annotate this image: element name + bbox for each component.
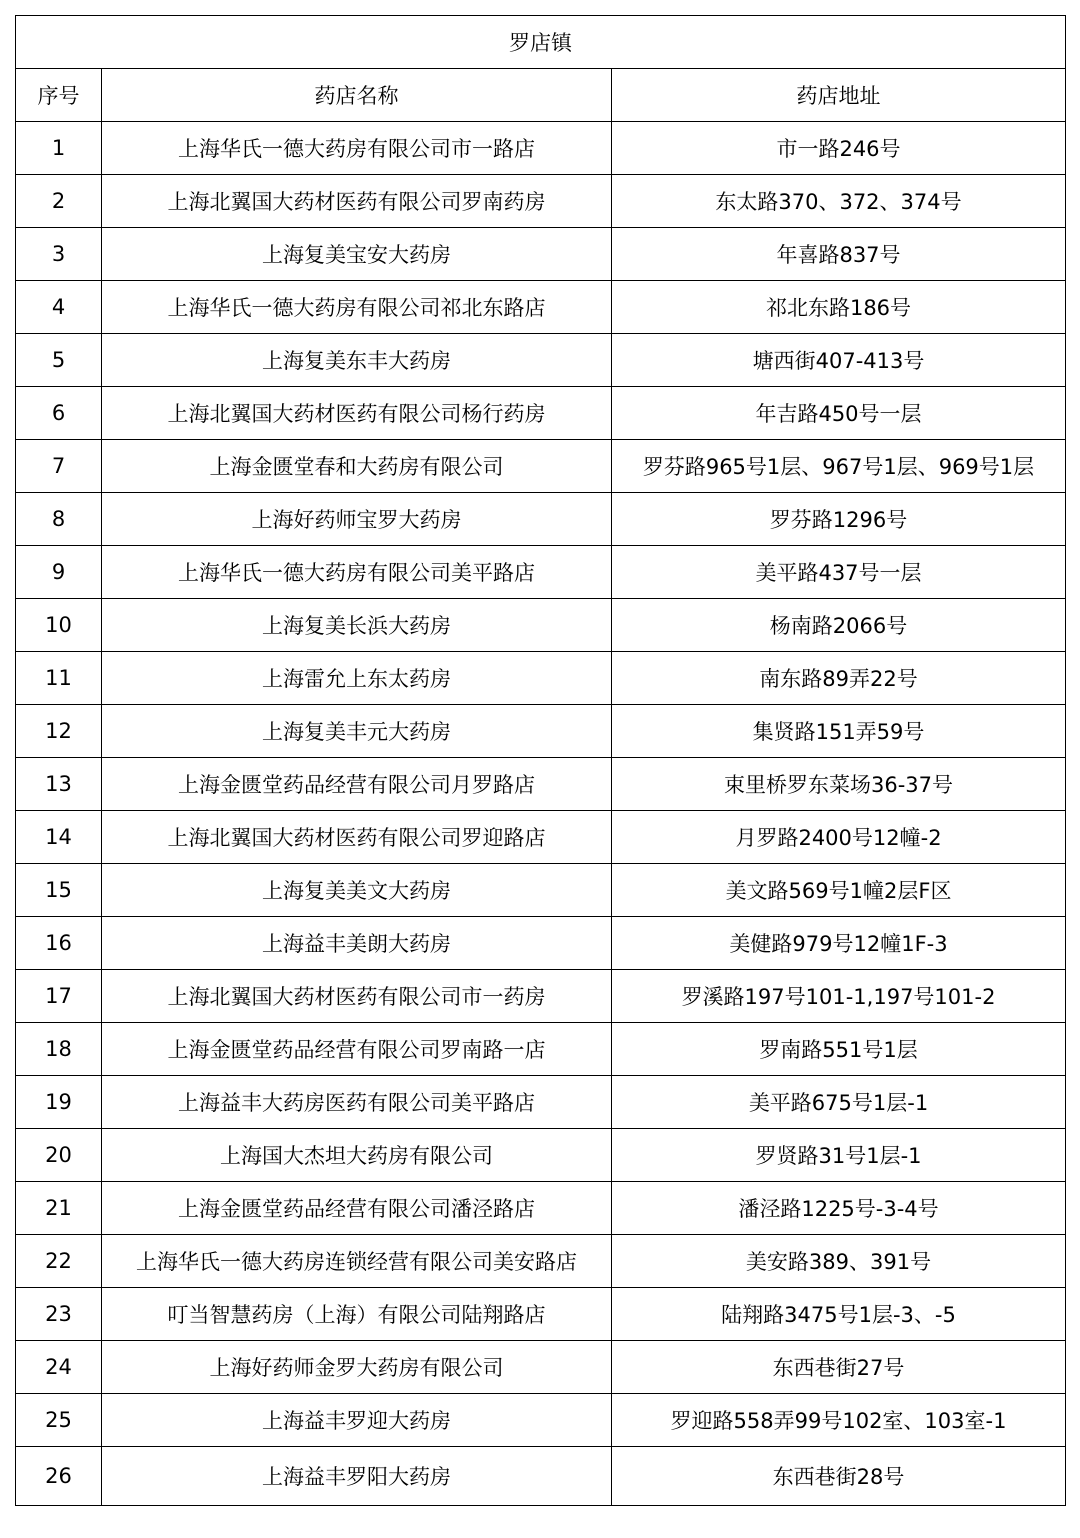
row-index: 14 <box>16 811 102 864</box>
pharmacy-name: 上海益丰大药房医药有限公司美平路店 <box>102 1076 612 1129</box>
table-row <box>16 1023 1066 1076</box>
row-index: 12 <box>16 705 102 758</box>
pharmacy-name: 上海北翼国大药材医药有限公司杨行药房 <box>102 387 612 440</box>
table-row <box>16 970 1066 1023</box>
pharmacy-name: 上海金匮堂药品经营有限公司月罗路店 <box>102 758 612 811</box>
pharmacy-name: 上海复美东丰大药房 <box>102 334 612 387</box>
pharmacy-address: 美健路979号12幢1F-3 <box>612 917 1066 970</box>
pharmacy-name: 上海华氏一德大药房连锁经营有限公司美安路店 <box>102 1235 612 1288</box>
pharmacy-address: 东太路370、372、374号 <box>612 175 1066 228</box>
pharmacy-address: 祁北东路186号 <box>612 281 1066 334</box>
pharmacy-name: 上海复美丰元大药房 <box>102 705 612 758</box>
row-index: 19 <box>16 1076 102 1129</box>
table-row <box>16 652 1066 705</box>
row-index: 23 <box>16 1288 102 1341</box>
table-body <box>16 122 1066 1506</box>
pharmacy-name: 上海北翼国大药材医药有限公司罗南药房 <box>102 175 612 228</box>
pharmacy-name: 上海金匮堂春和大药房有限公司 <box>102 440 612 493</box>
pharmacy-address: 东西巷街27号 <box>612 1341 1066 1394</box>
header-index: 序号 <box>16 69 102 122</box>
pharmacy-address: 罗芬路965号1层、967号1层、969号1层 <box>612 440 1066 493</box>
row-index: 9 <box>16 546 102 599</box>
pharmacy-address: 束里桥罗东菜场36-37号 <box>612 758 1066 811</box>
row-index: 10 <box>16 599 102 652</box>
row-index: 16 <box>16 917 102 970</box>
table-row <box>16 546 1066 599</box>
pharmacy-name: 上海好药师金罗大药房有限公司 <box>102 1341 612 1394</box>
table-title-row <box>16 16 1066 69</box>
pharmacy-address: 罗芬路1296号 <box>612 493 1066 546</box>
row-index: 4 <box>16 281 102 334</box>
table-row <box>16 1288 1066 1341</box>
row-index: 21 <box>16 1182 102 1235</box>
pharmacy-table <box>15 15 1066 1506</box>
table-row <box>16 228 1066 281</box>
pharmacy-address: 潘泾路1225号-3-4号 <box>612 1182 1066 1235</box>
pharmacy-address: 美文路569号1幢2层F区 <box>612 864 1066 917</box>
pharmacy-address: 年喜路837号 <box>612 228 1066 281</box>
pharmacy-name: 上海华氏一德大药房有限公司市一路店 <box>102 122 612 175</box>
pharmacy-name: 上海益丰美朗大药房 <box>102 917 612 970</box>
row-index: 15 <box>16 864 102 917</box>
pharmacy-address: 年吉路450号一层 <box>612 387 1066 440</box>
pharmacy-address: 美平路675号1层-1 <box>612 1076 1066 1129</box>
pharmacy-name: 上海金匮堂药品经营有限公司潘泾路店 <box>102 1182 612 1235</box>
pharmacy-address: 塘西街407-413号 <box>612 334 1066 387</box>
row-index: 13 <box>16 758 102 811</box>
pharmacy-name: 上海华氏一德大药房有限公司美平路店 <box>102 546 612 599</box>
pharmacy-address: 杨南路2066号 <box>612 599 1066 652</box>
pharmacy-address: 美平路437号一层 <box>612 546 1066 599</box>
table-row <box>16 1235 1066 1288</box>
table-row <box>16 599 1066 652</box>
table-row <box>16 334 1066 387</box>
header-name: 药店名称 <box>102 69 612 122</box>
row-index: 1 <box>16 122 102 175</box>
pharmacy-name: 上海复美美文大药房 <box>102 864 612 917</box>
pharmacy-address: 东西巷街28号 <box>612 1447 1066 1506</box>
pharmacy-name: 上海益丰罗迎大药房 <box>102 1394 612 1447</box>
pharmacy-address: 南东路89弄22号 <box>612 652 1066 705</box>
table-row <box>16 758 1066 811</box>
table-row <box>16 1447 1066 1506</box>
pharmacy-address: 罗贤路31号1层-1 <box>612 1129 1066 1182</box>
pharmacy-name: 上海北翼国大药材医药有限公司市一药房 <box>102 970 612 1023</box>
header-address: 药店地址 <box>612 69 1066 122</box>
table-row <box>16 1394 1066 1447</box>
row-index: 18 <box>16 1023 102 1076</box>
table-row <box>16 281 1066 334</box>
pharmacy-address: 罗溪路197号101-1,197号101-2 <box>612 970 1066 1023</box>
pharmacy-address: 罗迎路558弄99号102室、103室-1 <box>612 1394 1066 1447</box>
row-index: 11 <box>16 652 102 705</box>
row-index: 8 <box>16 493 102 546</box>
row-index: 2 <box>16 175 102 228</box>
row-index: 6 <box>16 387 102 440</box>
table-row <box>16 1129 1066 1182</box>
table-row <box>16 864 1066 917</box>
pharmacy-address: 集贤路151弄59号 <box>612 705 1066 758</box>
row-index: 5 <box>16 334 102 387</box>
table-row <box>16 175 1066 228</box>
pharmacy-name: 叮当智慧药房（上海）有限公司陆翔路店 <box>102 1288 612 1341</box>
table-row <box>16 1182 1066 1235</box>
pharmacy-name: 上海复美宝安大药房 <box>102 228 612 281</box>
pharmacy-address: 月罗路2400号12幢-2 <box>612 811 1066 864</box>
table-header-row <box>16 69 1066 122</box>
pharmacy-name: 上海益丰罗阳大药房 <box>102 1447 612 1506</box>
table-row <box>16 705 1066 758</box>
table-row <box>16 811 1066 864</box>
table-row <box>16 917 1066 970</box>
pharmacy-address: 市一路246号 <box>612 122 1066 175</box>
pharmacy-name: 上海复美长浜大药房 <box>102 599 612 652</box>
pharmacy-name: 上海雷允上东太药房 <box>102 652 612 705</box>
table-row <box>16 122 1066 175</box>
pharmacy-name: 上海北翼国大药材医药有限公司罗迎路店 <box>102 811 612 864</box>
pharmacy-address: 美安路389、391号 <box>612 1235 1066 1288</box>
row-index: 24 <box>16 1341 102 1394</box>
row-index: 20 <box>16 1129 102 1182</box>
row-index: 22 <box>16 1235 102 1288</box>
pharmacy-name: 上海金匮堂药品经营有限公司罗南路一店 <box>102 1023 612 1076</box>
table-title: 罗店镇 <box>16 16 1066 69</box>
pharmacy-address: 陆翔路3475号1层-3、-5 <box>612 1288 1066 1341</box>
row-index: 26 <box>16 1447 102 1506</box>
table-row <box>16 493 1066 546</box>
table-row <box>16 1341 1066 1394</box>
pharmacy-name: 上海华氏一德大药房有限公司祁北东路店 <box>102 281 612 334</box>
table-row <box>16 1076 1066 1129</box>
pharmacy-name: 上海好药师宝罗大药房 <box>102 493 612 546</box>
table-row <box>16 387 1066 440</box>
row-index: 25 <box>16 1394 102 1447</box>
pharmacy-name: 上海国大杰坦大药房有限公司 <box>102 1129 612 1182</box>
row-index: 7 <box>16 440 102 493</box>
pharmacy-address: 罗南路551号1层 <box>612 1023 1066 1076</box>
row-index: 17 <box>16 970 102 1023</box>
row-index: 3 <box>16 228 102 281</box>
table-row <box>16 440 1066 493</box>
